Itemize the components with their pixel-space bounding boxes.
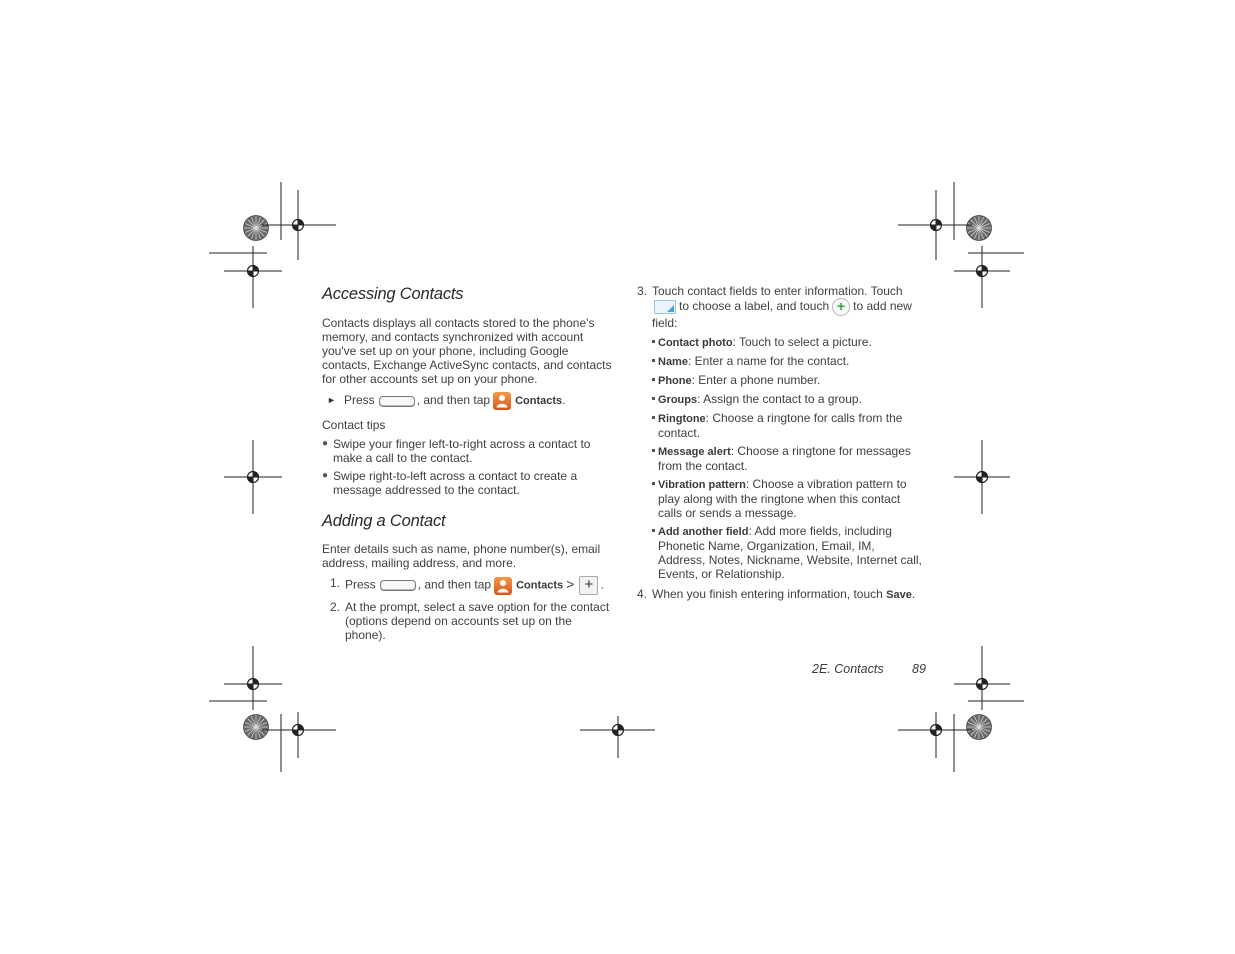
field-name: Vibration pattern bbox=[658, 479, 746, 491]
adding-step-1 bbox=[322, 576, 612, 595]
contact-tips-title: Contact tips bbox=[322, 418, 386, 432]
field-name: Ringtone bbox=[658, 413, 706, 425]
field-name: Add another field bbox=[658, 526, 749, 538]
field-name: Name bbox=[658, 356, 688, 368]
adding-step-3 bbox=[637, 284, 922, 330]
step-end: . bbox=[600, 577, 604, 592]
field-item bbox=[652, 411, 922, 440]
field-desc: : Choose a vibration pattern to play along with the ringtone when this contact calls or sends a message. bbox=[658, 477, 907, 520]
field-name: Message alert bbox=[658, 446, 731, 458]
field-desc: : Enter a phone number. bbox=[691, 373, 821, 387]
adding-contact-intro: Enter details such as name, phone number(s), email address, mailing address, and more. bbox=[322, 542, 601, 570]
step-text: Touch contact fields to enter information. Touch bbox=[652, 284, 903, 298]
step-text: to choose a label, and touch bbox=[679, 299, 830, 314]
page-number: 89 bbox=[912, 662, 926, 676]
field-item bbox=[652, 373, 922, 388]
contacts-label: Contacts bbox=[515, 395, 563, 408]
field-item bbox=[652, 477, 922, 520]
field-item bbox=[652, 392, 922, 407]
accessing-contacts-intro: Contacts displays all contacts stored to the phone's memory, and contacts synchronized with account you've set up on your phone, including Google contacts, Exchange ActiveSync contacts, and contacts for other accounts set up on your phone. bbox=[322, 316, 612, 386]
save-label: Save bbox=[886, 589, 912, 601]
field-desc: : Assign the contact to a group. bbox=[697, 392, 862, 406]
field-item bbox=[652, 524, 922, 581]
step-text: When you finish entering information, touch bbox=[652, 587, 883, 601]
tip-item bbox=[322, 437, 612, 465]
field-desc: : Add more fields, including Phonetic Name, Organization, Email, IM, Address, Notes, Nickname, Website, Internet call, Events, or Relationship. bbox=[658, 524, 922, 581]
bullet-icon bbox=[652, 529, 655, 532]
bullet-icon bbox=[652, 340, 655, 343]
tip-text: Swipe your finger left-to-right across a contact to make a call to the contact. bbox=[333, 437, 591, 465]
field-name: Contact photo bbox=[658, 337, 733, 349]
home-key-icon bbox=[379, 396, 415, 407]
field-desc: : Enter a name for the contact. bbox=[687, 354, 850, 368]
field-item bbox=[652, 335, 922, 350]
tip-item bbox=[322, 469, 612, 497]
field-desc: : Choose a ringtone for calls from the contact. bbox=[658, 411, 903, 440]
label-picker-icon bbox=[654, 300, 676, 314]
adding-step-2 bbox=[322, 600, 612, 642]
field-name: Groups bbox=[658, 394, 698, 406]
bullet-icon bbox=[652, 482, 655, 485]
field-list bbox=[637, 335, 922, 581]
step-number: 2. bbox=[330, 600, 341, 614]
step-text-then-tap: , and then tap bbox=[416, 393, 491, 408]
accessing-step bbox=[322, 392, 612, 410]
chevron-right-icon: > bbox=[566, 575, 575, 592]
adding-step-4 bbox=[637, 587, 922, 602]
bullet-icon bbox=[652, 378, 655, 381]
step-end: . bbox=[562, 393, 566, 408]
add-contact-icon: + bbox=[579, 576, 598, 595]
contacts-app-icon bbox=[494, 577, 512, 595]
step-end: . bbox=[911, 587, 916, 601]
left-column bbox=[322, 284, 612, 642]
bullet-icon: ● bbox=[322, 438, 329, 449]
bullet-icon bbox=[652, 449, 655, 452]
step-text-press: Press bbox=[345, 577, 376, 592]
step-number: 4. bbox=[637, 587, 648, 601]
step-arrow-icon: ► bbox=[327, 395, 336, 405]
step-text-press: Press bbox=[344, 393, 375, 408]
right-column bbox=[637, 284, 922, 602]
field-name: Phone bbox=[658, 375, 692, 387]
section-title-accessing-contacts: Accessing Contacts bbox=[322, 285, 464, 303]
step-text: At the prompt, select a save option for the contact (options depend on accounts set up on the phone). bbox=[345, 600, 610, 642]
add-field-icon: + bbox=[832, 298, 850, 316]
contacts-label: Contacts bbox=[516, 579, 564, 592]
bullet-icon: ● bbox=[322, 470, 329, 481]
field-desc: : Choose a ringtone for messages from the contact. bbox=[658, 444, 911, 473]
home-key-icon bbox=[380, 580, 416, 591]
bullet-icon bbox=[652, 397, 655, 400]
field-item bbox=[652, 354, 922, 369]
field-item bbox=[652, 444, 922, 473]
step-text: to add new field: bbox=[652, 299, 912, 330]
step-number: 1. bbox=[330, 576, 341, 590]
contacts-app-icon bbox=[493, 392, 511, 410]
section-title-adding-contact: Adding a Contact bbox=[322, 512, 446, 530]
footer-section: 2E. Contacts bbox=[812, 662, 884, 676]
tip-text: Swipe right-to-left across a contact to create a message addressed to the contact. bbox=[333, 469, 578, 497]
bullet-icon bbox=[652, 359, 655, 362]
step-text-then-tap: , and then tap bbox=[417, 577, 492, 592]
field-desc: : Touch to select a picture. bbox=[732, 335, 872, 349]
bullet-icon bbox=[652, 416, 655, 419]
step-number: 3. bbox=[637, 284, 648, 298]
